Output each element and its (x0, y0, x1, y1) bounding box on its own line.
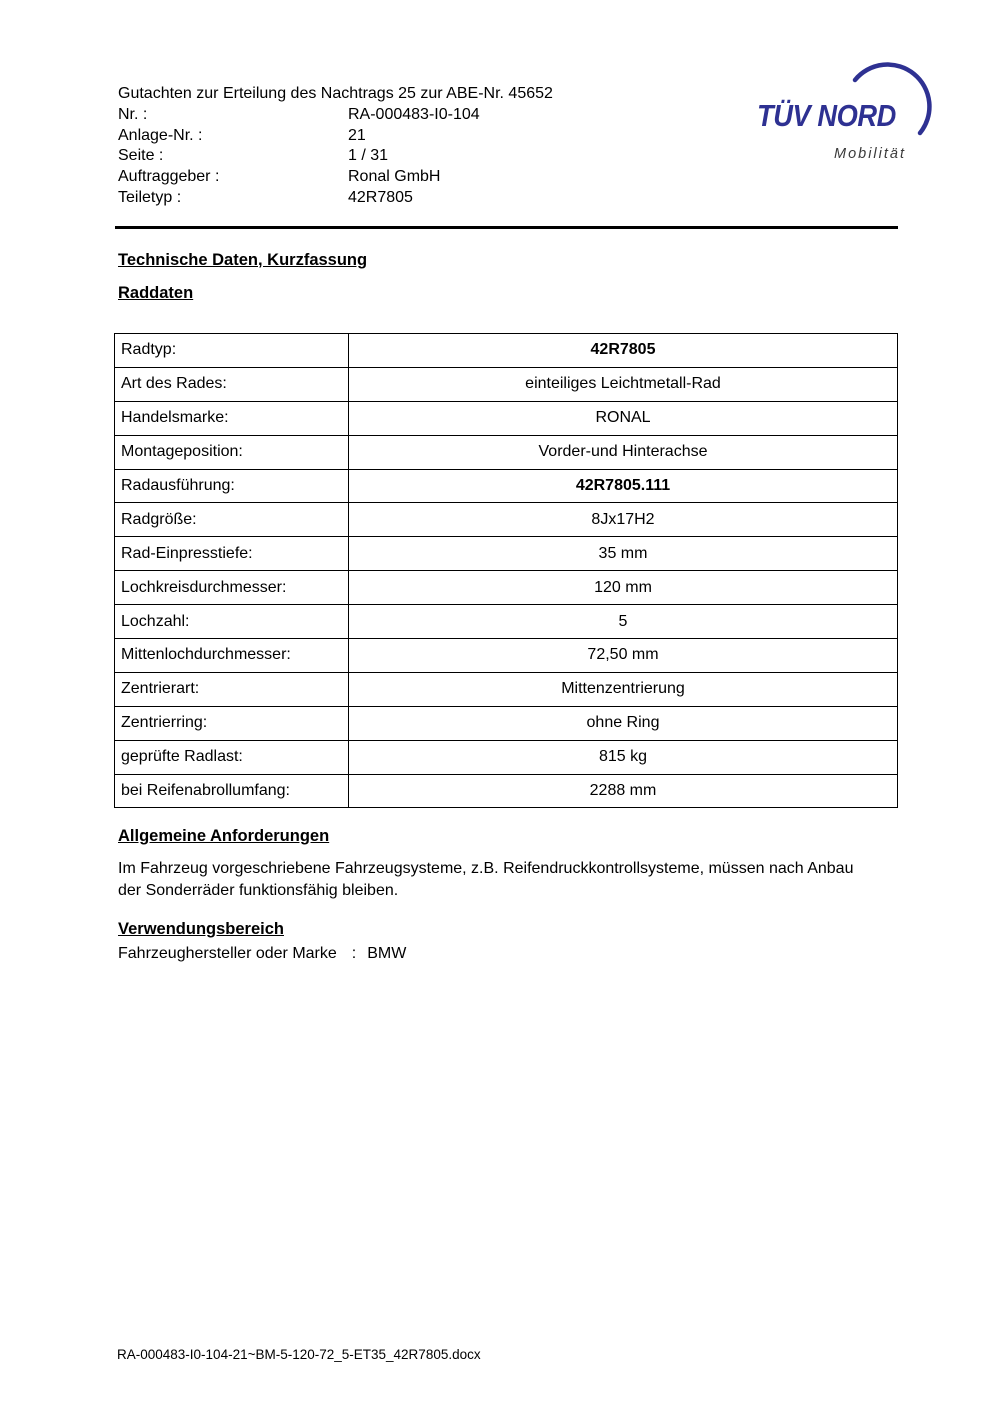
row-value-cell: ohne Ring (349, 706, 898, 740)
header-field-value: Ronal GmbH (348, 168, 441, 186)
table-row (115, 334, 898, 368)
row-value-cell: einteiliges Leichtmetall-Rad (349, 367, 898, 401)
table-row (115, 435, 898, 469)
row-value-cell: RONAL (349, 401, 898, 435)
section-heading-technische-daten: Technische Daten, Kurzfassung (118, 251, 368, 269)
table-row (115, 639, 898, 673)
row-label-cell: Radausführung: (115, 469, 349, 503)
header-field-row (118, 146, 553, 167)
row-label-cell: Mittenlochdurchmesser: (115, 639, 349, 673)
logo-tagline: Mobilität (834, 146, 906, 162)
requirements-paragraph: Im Fahrzeug vorgeschriebene Fahrzeugsysteme, z.B. Reifendruckkontrollsysteme, müssen nach Anbau der Sonderräder funktionsfähig bleiben. (118, 860, 854, 899)
header-field-label: Anlage-Nr. : (118, 126, 203, 144)
tuv-nord-logo (735, 42, 953, 180)
header-field-label: Auftraggeber : (118, 168, 220, 186)
section-heading-verwendungsbereich: Verwendungsbereich (118, 920, 284, 938)
table-row (115, 503, 898, 537)
header-divider (115, 226, 898, 229)
header-field-value: RA-000483-I0-104 (348, 105, 480, 123)
row-label-cell: Zentrierring: (115, 706, 349, 740)
header-field-value: 42R7805 (348, 188, 413, 206)
row-value-cell: 120 mm (349, 571, 898, 605)
header-field-value: 1 / 31 (348, 147, 389, 165)
row-label-cell: Montageposition: (115, 435, 349, 469)
section-heading-allgemeine-anforderungen: Allgemeine Anforderungen (118, 827, 330, 845)
table-row (115, 672, 898, 706)
table-row (115, 605, 898, 639)
header-field-row (118, 167, 553, 188)
row-value-cell: 5 (349, 605, 898, 639)
row-label-cell: Lochzahl: (115, 605, 349, 639)
row-value-cell: 42R7805 (349, 334, 898, 368)
row-label-cell: Rad-Einpresstiefe: (115, 537, 349, 571)
row-label-cell: Radgröße: (115, 503, 349, 537)
table-row (115, 740, 898, 774)
header-field-value: 21 (348, 126, 366, 144)
table-row (115, 571, 898, 605)
row-value-cell: Vorder-und Hinterachse (349, 435, 898, 469)
row-value-cell: 8Jx17H2 (349, 503, 898, 537)
table-row (115, 401, 898, 435)
raddaten-table (114, 333, 898, 808)
row-label-cell: geprüfte Radlast: (115, 740, 349, 774)
row-label-cell: Zentrierart: (115, 672, 349, 706)
header-field-label: Teiletyp : (118, 188, 182, 206)
table-row (115, 469, 898, 503)
row-value-cell: 815 kg (349, 740, 898, 774)
row-value-cell: 72,50 mm (349, 639, 898, 673)
section-heading-raddaten: Raddaten (118, 284, 194, 302)
row-value-cell: Mittenzentrierung (349, 672, 898, 706)
header-field-row (118, 126, 553, 147)
row-value-cell: 2288 mm (349, 774, 898, 808)
header-field-label: Seite : (118, 147, 164, 165)
usage-value: BMW (367, 945, 407, 962)
row-label-cell: Art des Rades: (115, 367, 349, 401)
row-label-cell: bei Reifenabrollumfang: (115, 774, 349, 808)
row-value-cell: 42R7805.111 (349, 469, 898, 503)
table-row (115, 367, 898, 401)
header-title: Gutachten zur Erteilung des Nachtrags 25 zur ABE-Nr. 45652 (118, 85, 553, 102)
table-row (115, 537, 898, 571)
header-field-row (118, 105, 553, 126)
row-label-cell: Handelsmarke: (115, 401, 349, 435)
document-header (118, 84, 553, 209)
usage-label: Fahrzeughersteller oder Marke (118, 945, 337, 962)
usage-row (118, 945, 406, 963)
tuv-nord-wordmark: TÜV NORD (757, 98, 896, 133)
table-row (115, 706, 898, 740)
header-field-label: Nr. : (118, 105, 148, 123)
row-label-cell: Radtyp: (115, 334, 349, 368)
footer-filename: RA-000483-I0-104-21~BM-5-120-72_5-ET35_42R7805.docx (117, 1347, 481, 1362)
row-label-cell: Lochkreisdurchmesser: (115, 571, 349, 605)
table-row (115, 774, 898, 808)
usage-separator: : (351, 945, 357, 962)
header-field-row (118, 188, 553, 209)
row-value-cell: 35 mm (349, 537, 898, 571)
